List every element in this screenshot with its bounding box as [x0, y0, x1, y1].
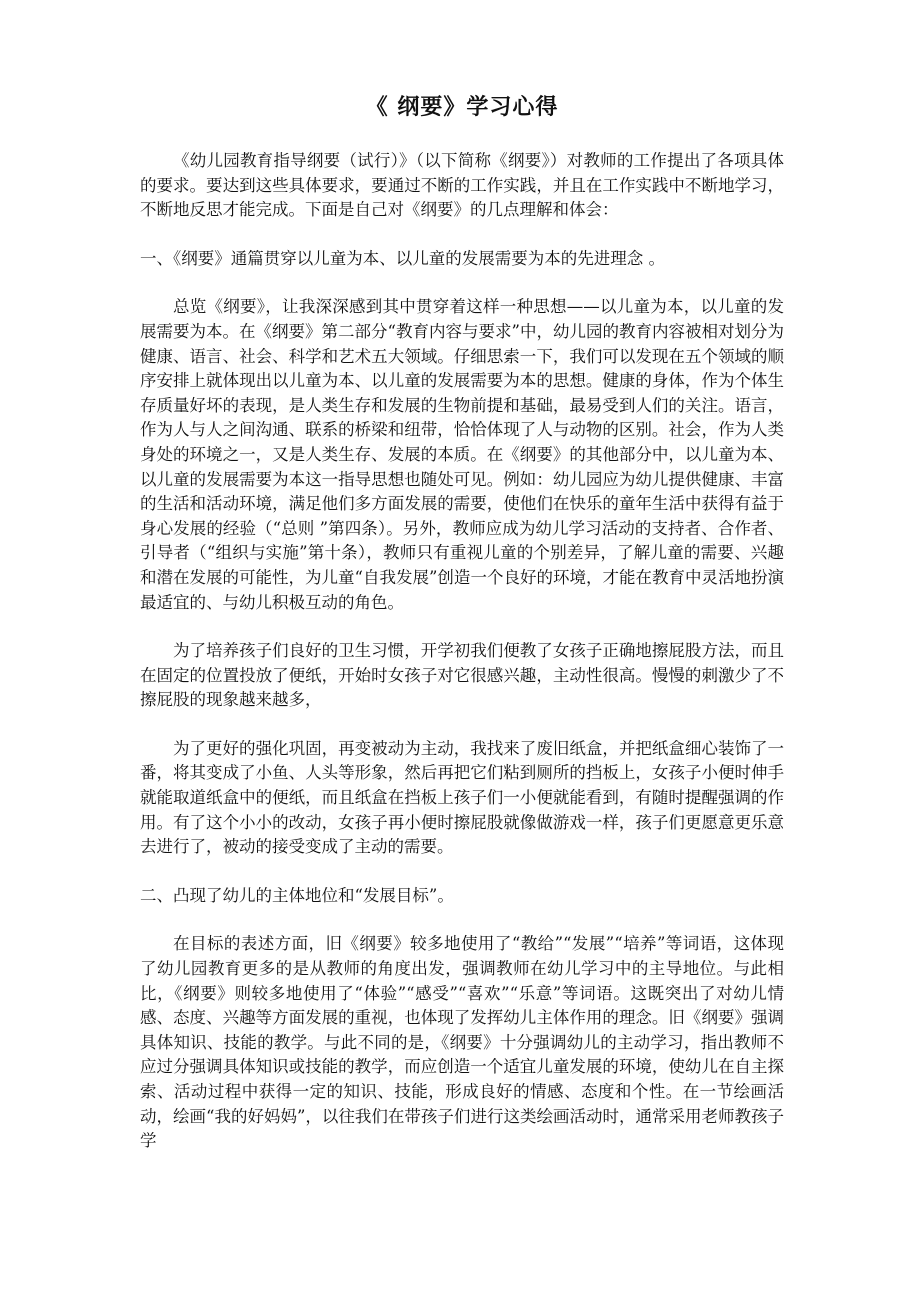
section-2-paragraph-1: 在目标的表述方面，旧《纲要》较多地使用了“教给”“发展”“培养”等词语，这体现了幼儿园教育更多的是从教师的角度出发，强调教师在幼儿学习中的主导地位。与此相比，《纲要》则较多地使用了“体验”“感受”“喜欢”“乐意”等词语。这既突出了对幼儿情感、态度、兴趣等方面发展的重视，也体现了发挥幼儿主体作用的理念。旧《纲要》强调具体知识、技能的教学。与此不同的是，《纲要》十分强调幼儿的主动学习，指出教师不应过分强调具体知识或技能的教学，而应创造一个适宜儿童发展的环境，使幼儿在自主探索、活动过程中获得一定的知识、技能，形成良好的情感、态度和个性。在一节绘画活动，绘画“我的好妈妈”，以往我们在带孩子们进行这类绘画活动时，通常采用老师教孩子学 [140, 934, 784, 1151]
document-title: 《 纲要》学习心得 [365, 95, 559, 120]
section-1-paragraph-3: 为了更好的强化巩固，再变被动为主动，我找来了废旧纸盒，并把纸盒细心装饰了一番，将其变成了小鱼、人头等形象，然后再把它们粘到厕所的挡板上，女孩子小便时伸手就能取道纸盒中的便纸，而且纸盒在挡板上孩子们一小便就能看到，有随时提醒强调的作用。有了这个小小的改动，女孩子再小便时擦屁股就像做游戏一样，孩子们更愿意更乐意去进行了，被动的接受变成了主动的需要。 [140, 738, 784, 857]
document-page [140, 92, 784, 1178]
section-1-heading: 一、《纲要》通篇贯穿以儿童为本、以儿童的发展需要为本的先进理念 。 [140, 248, 665, 268]
section-1-paragraph-2: 为了培养孩子们良好的卫生习惯，开学初我们便教了女孩子正确地擦屁股方法，而且在固定的位置投放了便纸，开始时女孩子对它很感兴趣，主动性很高。慢慢的刺激少了不擦屁股的现象越来越多， [140, 641, 784, 710]
intro-paragraph: 《幼儿园教育指导纲要（试行）》（以下简称《纲要》）对教师的工作提出了各项具体的要求。要达到这些具体要求，要通过不断的工作实践，并且在工作实践中不断地学习，不断地反思才能完成。下面是自己对《纲要》的几点理解和体会： [140, 151, 784, 220]
section-2-heading: 二、凸现了幼儿的主体地位和“发展目标”。 [140, 885, 454, 905]
section-1-paragraph-1: 总览《纲要》，让我深深感到其中贯穿着这样一种思想——以儿童为本，以儿童的发展需要为本。在《纲要》第二部分“教育内容与要求”中，幼儿园的教育内容被相对划分为健康、语言、社会、科学和艺术五大领域。仔细思索一下，我们可以发现在五个领域的顺序安排上就体现出以儿童为本、以儿童的发展需要为本的思想。健康的身体，作为个体生存质量好坏的表现，是人类生存和发展的生物前提和基础，最易受到人们的关注。语言，作为人与人之间沟通、联系的桥梁和纽带，恰恰体现了人与动物的区别。社会，作为人类身处的环境之一，又是人类生存、发展的本质。在《纲要》的其他部分中，以儿童为本、以儿童的发展需要为本这一指导思想也随处可见。例如：幼儿园应为幼儿提供健康、丰富的生活和活动环境，满足他们多方面发展的需要，使他们在快乐的童年生活中获得有益于身心发展的经验（“总则 ”第四条）。另外，教师应成为幼儿学习活动的支持者、合作者、引导者（“组织与实施”第十条），教师只有重视儿童的个别差异，了解儿童的需要、兴趣和潜在发展的可能性，为儿童“自我发展”创造一个良好的环境，才能在教育中灵活地扮演最适宜的、与幼儿积极互动的角色。 [140, 297, 784, 612]
